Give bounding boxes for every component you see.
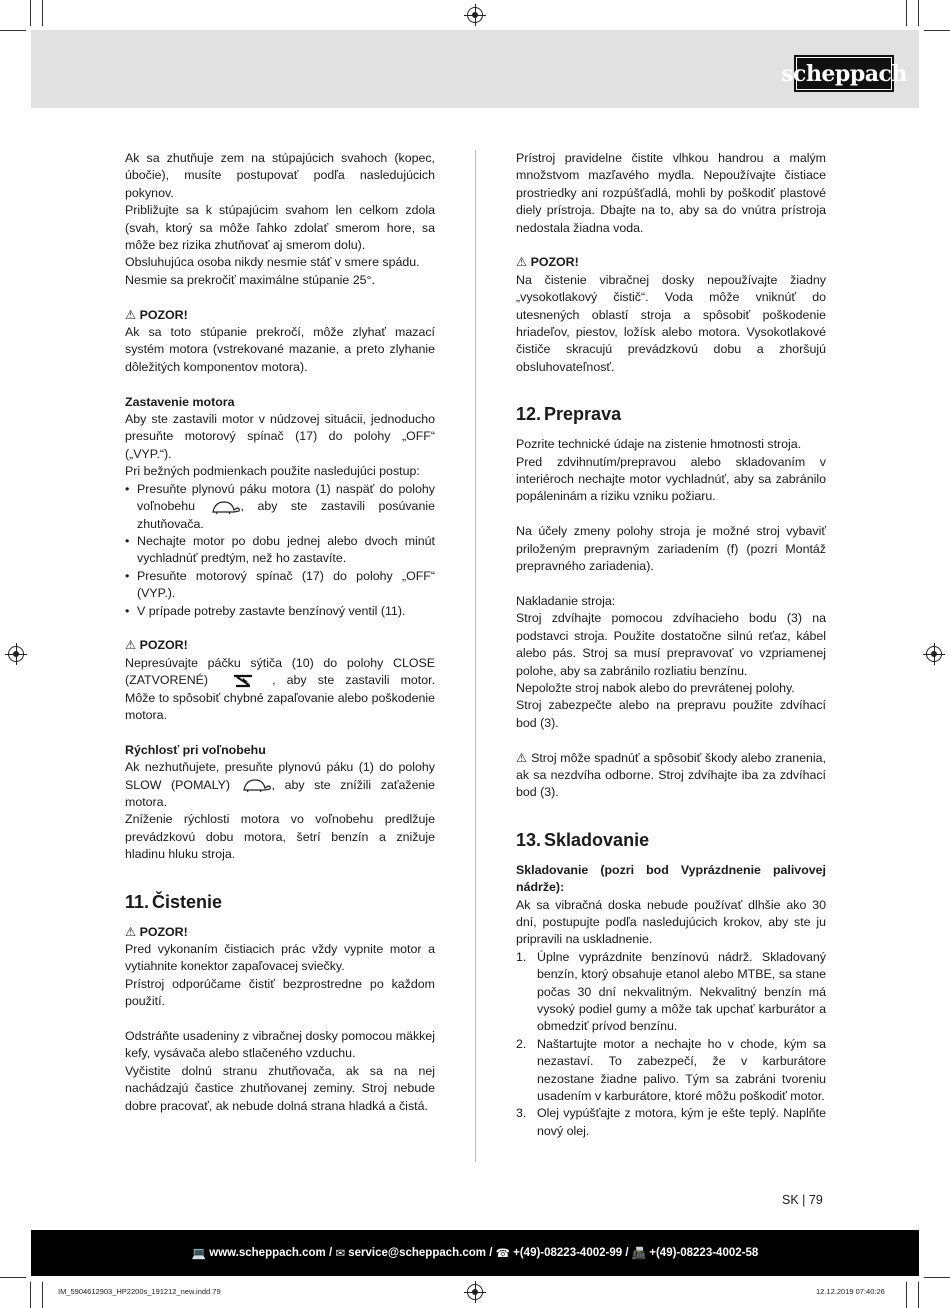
registration-mark-icon xyxy=(926,646,942,662)
list-item: 1. Úplne vyprázdnite benzínovú nádrž. Skladovaný benzín, ktorý obsahuje etanol alebo MTBE, sa stane počas 30 dní nekvalitným. Nekvalitný benzín má vysoký podiel gumy a môže tak upchať karburátor a obmedziť prívod benzínu. xyxy=(516,949,826,1034)
column-divider xyxy=(475,150,476,1162)
list-item: 2. Naštartujte motor a nechajte ho v chode, kým sa nezastaví. To zabezpečí, že v karburátore nezostane žiadne palivo. Tým sa zabráni tvoreniu usadením v karburátore, ktoré môžu poškodiť motor. xyxy=(516,1036,826,1104)
paragraph: Obsluhujúca osoba nikdy nesmie stáť v smere spádu. xyxy=(125,255,420,270)
paragraph: Prístroj odporúčame čistiť bezprostredne po každom použití. xyxy=(125,976,435,1009)
crop-mark xyxy=(924,1277,950,1278)
list-item: • Presuňte motorový spínač (17) do polohy „OFF“ (VYP.). xyxy=(125,568,435,603)
paragraph: Ak sa zhutňuje zem na stúpajúcich svahoch (kopec, úbočie), musíte postupovať podľa nasledujúcich pokynov. xyxy=(125,151,435,200)
crop-mark xyxy=(42,0,43,26)
warning-label: ⚠ POZOR! xyxy=(125,924,188,939)
email-link[interactable]: service@scheppach.com xyxy=(348,1247,486,1259)
paragraph: Ak nezhutňujete, presuňte plynovú páku (1) do polohy SLOW (POMALY) , aby ste znížili zaťaženie motora. xyxy=(125,760,435,809)
registration-mark-icon xyxy=(467,1284,483,1300)
choke-icon xyxy=(232,674,254,688)
paragraph: Nesmie sa prekročiť maximálne stúpanie 25°. xyxy=(125,272,375,287)
numbered-list xyxy=(516,949,826,1140)
website-link[interactable]: www.scheppach.com xyxy=(209,1247,326,1259)
warning-triangle-icon: ⚠ xyxy=(125,638,137,653)
computer-icon: 💻 xyxy=(191,1248,210,1260)
registration-mark-icon xyxy=(467,7,483,23)
section-heading: 13. Skladovanie xyxy=(516,829,650,850)
crop-mark xyxy=(42,1282,43,1308)
paragraph: Ak sa toto stúpanie prekročí, môže zlyhať mazací systém motora (vstrekované mazanie, a preto zlyhanie dôležitých komponentov motora). xyxy=(125,325,435,374)
paragraph: Na účely zmeny polohy stroja je možné stroj vybaviť priloženým prepravným zariadením (f) (pozri Montáž prepravného zariadenia). xyxy=(516,524,826,574)
paragraph: Pred zdvihnutím/prepravou alebo skladovaním v interiéroch nechajte motor vychladnúť, aby sa zabránilo popáleninám a riziku vzniku požiaru. xyxy=(516,454,826,504)
paragraph: Nakladanie stroja: xyxy=(516,593,616,608)
warning-label: ⚠ POZOR! xyxy=(125,307,188,322)
list-item: • Presuňte plynovú páku motora (1) naspäť do polohy voľnobehu , aby ste zastavili posúvanie zhutňovača. xyxy=(125,481,435,533)
subheading: Rýchlosť pri voľnobehu xyxy=(125,742,266,757)
paragraph: Pred vykonaním čistiacich prác vždy vypnite motor a vytiahnite konektor zapaľovacej sviečky. xyxy=(125,942,435,974)
paragraph: ⚠ Stroj môže spadnúť a spôsobiť škody alebo zranenia, ak sa nezdvíha odborne. Stroj zdvíhajte iba za zdvíhací bod (3). xyxy=(516,750,827,800)
section-heading: 11. Čistenie xyxy=(125,891,223,912)
paragraph: Prístroj pravidelne čistite vlhkou handrou a malým množstvom mazľavého mydla. Nepoužívajte čistiace prostriedky ani rozpúšťadlá, mohli by poškodiť plastové diely prístroja. Dbajte na to, aby sa do vnútra prístroja nedostala žiadna voda. xyxy=(516,151,826,235)
left-column xyxy=(125,150,435,1115)
print-slug-datetime: 12.12.2019 07:40:26 xyxy=(816,1287,885,1296)
crop-mark xyxy=(0,30,26,31)
paragraph: Vyčistite dolnú stranu zhutňovača, ak sa na nej nachádzajú častice zhutňovanej zeminy. Stroj nebude dobre pracovať, ak nebude dolná strana hladká a čistá. xyxy=(125,1063,435,1113)
warning-triangle-icon: ⚠ xyxy=(516,255,528,270)
phone-number: +(49)-08223-4002-99 xyxy=(513,1247,623,1259)
print-slug-file: IM_5904612903_HP2200s_191212_new.indd 79 xyxy=(58,1287,221,1296)
crop-mark xyxy=(918,1282,919,1308)
paragraph: Zníženie rýchlosti motora vo voľnobehu predlžuje prevádzkovú dobu motora, šetrí benzín a znižuje hladinu hluku stroja. xyxy=(125,812,435,862)
warning-label: ⚠ POZOR! xyxy=(125,638,188,653)
scheppach-logo: scheppach xyxy=(794,55,894,92)
paragraph: Stroj zabezpečte alebo na prepravu použite zdvíhací bod (3). xyxy=(516,698,826,730)
subheading: Skladovanie (pozri bod Vyprázdnenie palivovej nádrže): xyxy=(516,862,826,895)
warning-triangle-icon: ⚠ xyxy=(125,924,137,939)
paragraph: Odstráňte usadeniny z vibračnej dosky pomocou mäkkej kefy, vysávača alebo stlačeného vzduchu. xyxy=(125,1029,435,1061)
paragraph: Nepoložte stroj nabok alebo do prevrátenej polohy. xyxy=(516,680,795,695)
paragraph: Stroj zdvíhajte pomocou zdvíhacieho bodu (3) na podstavci stroja. Použite dostatočne silnú reťaz, kábel alebo pás. Stroj sa musí prepravovať vo vzpriamenej polohe, aby sa zabránilo rozliatiu benzínu. xyxy=(516,611,826,678)
subheading: Zastavenie motora xyxy=(125,394,235,409)
turtle-icon xyxy=(240,777,272,793)
registration-mark-icon xyxy=(8,646,24,662)
paragraph: Ak sa vibračná doska nebude používať dlhšie ako 30 dní, postupujte podľa nasledujúcich krokov, aby ste ju pripravili na uskladnenie. xyxy=(516,897,826,947)
list-item: 3. Olej vypúšťajte z motora, kým je ešte teplý. Naplňte nový olej. xyxy=(516,1106,826,1138)
fax-number: +(49)-08223-4002-58 xyxy=(649,1247,759,1259)
crop-mark xyxy=(0,1277,26,1278)
paragraph: Nepresúvajte páčku sýtiča (10) do polohy CLOSE (ZATVORENÉ) , aby ste zastavili motor. Môže to spôsobiť chybné zapaľovanie alebo poškodenie motora. xyxy=(125,655,435,722)
crop-mark xyxy=(906,1282,907,1308)
paragraph: Pozrite technické údaje na zistenie hmotnosti stroja. xyxy=(516,437,802,452)
crop-mark xyxy=(30,0,31,26)
turtle-icon xyxy=(209,499,241,515)
section-heading: 12. Preprava xyxy=(516,404,622,425)
bullet-list xyxy=(125,481,435,620)
footer-contact-bar: 💻 www.scheppach.com / ✉ service@scheppach.com / ☎ +(49)-08223-4002-99 / 📠 +(49)-08223-4002-58 xyxy=(31,1230,919,1276)
list-item: • Nechajte motor po dobu jednej alebo dvoch minút vychladnúť predtým, než ho zastavíte. xyxy=(125,533,435,568)
paragraph: Pri bežných podmienkach použite nasledujúci postup: xyxy=(125,464,420,479)
right-column xyxy=(516,150,826,1140)
warning-triangle-icon: ⚠ xyxy=(516,750,528,765)
page-number: SK | 79 xyxy=(782,1193,823,1207)
fax-icon: 📠 xyxy=(631,1248,650,1260)
email-icon: ✉ xyxy=(335,1248,349,1260)
paragraph: Približujte sa k stúpajúcim svahom len celkom zdola (svah, ktorý sa môže ľahko zdolať smerom hore, sa môže bez rizika zhutňovať aj smerom dolu). xyxy=(125,203,435,253)
list-item: • V prípade potreby zastavte benzínový ventil (11). xyxy=(125,603,435,620)
crop-mark xyxy=(30,1282,31,1308)
paragraph: Aby ste zastavili motor v núdzovej situácii, jednoducho presuňte motorový spínač (17) do polohy „OFF“ („VYP.“). xyxy=(125,412,435,461)
crop-mark xyxy=(906,0,907,26)
phone-icon: ☎ xyxy=(495,1248,514,1260)
paragraph: Na čistenie vibračnej dosky nepoužívajte žiadny „vysokotlakový čistič“. Voda môže vniknúť do utesnených oblastí stroja a spôsobiť poškodenie hriadeľov, piestov, ložísk alebo motora. Vysokotlakové čističe skracujú prevádzkovú dobu a zhoršujú obsluhovateľnosť. xyxy=(516,272,826,374)
crop-mark xyxy=(924,30,950,31)
warning-triangle-icon: ⚠ xyxy=(125,307,137,322)
warning-label: ⚠ POZOR! xyxy=(516,255,579,270)
crop-mark xyxy=(918,0,919,26)
